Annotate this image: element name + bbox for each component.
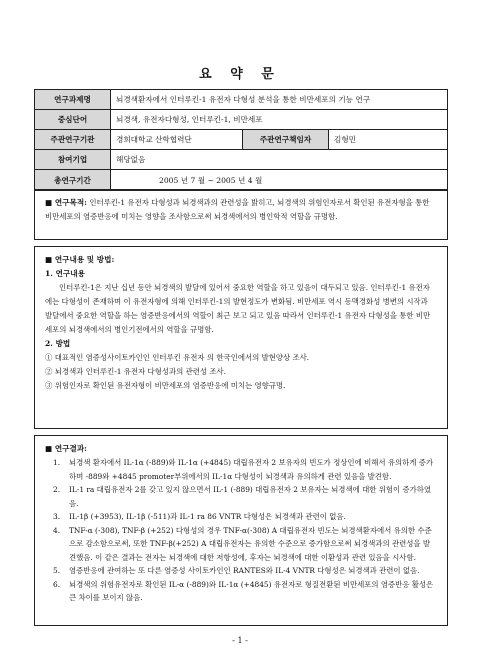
research-purpose-text: 인터루킨-1 유전자 다형성과 뇌경색과의 관련성을 밝히고, 뇌경색의 위험인자로서 확인된 유전자형을 통한 비만세포의 염증반응에 미치는 영향을 조사함으로써 뇌경색에서의 병인학적 역할을 규명함. (45, 198, 430, 221)
lead-org-label: 주관연구기관 (35, 130, 111, 150)
research-period-label: 총연구기간 (35, 170, 111, 191)
research-results-box (34, 435, 448, 626)
result-number: 3. (53, 512, 61, 521)
method-item: ① 대표적인 염증성사이토카인인 인터루킨 유전자 의 한국인에서의 발현양상 조사. (45, 353, 310, 362)
result-number: 1. (53, 458, 61, 467)
result-number: 6. (53, 579, 61, 589)
research-content-heading: ■ 연구내용 및 방법: (45, 255, 115, 264)
result-number: 2. (53, 485, 61, 494)
project-info-table (34, 89, 448, 191)
result-number: 5. (53, 566, 61, 575)
result-item (45, 524, 437, 565)
result-item (45, 564, 437, 578)
keywords-label: 중심단어 (35, 110, 111, 130)
partner-company-label: 참여기업 (35, 150, 111, 170)
result-item (45, 456, 437, 483)
result-text: IL-1 ra 대립유전자 2를 갖고 있지 않으면서 IL-1 (-889) 대립유전자 2 보유자는 뇌경색에 대한 위험이 증가하였음. (69, 485, 432, 508)
principal-investigator-value: 김형민 (329, 130, 448, 150)
result-item (45, 510, 437, 524)
method-item: ③ 위험인자로 확인된 유전자형이 비만세포의 염증반응에 미치는 영향규명. (45, 381, 286, 390)
result-item (45, 483, 437, 510)
partner-company-value: 해당없음 (111, 150, 448, 170)
research-purpose-paragraph (45, 196, 437, 224)
research-results-heading: ■ 연구결과: (45, 444, 87, 453)
research-method-subheading: 2. 방법 (45, 339, 71, 348)
result-text: TNF-α (-308), TNF-β (+252) 다형성의 경우 TNF-α(-308) A 대립유전자 빈도는 뇌경색환자에서 유의한 수준으로 감소함으로써, 또한 TNF-β(+252) A 대립유전자는 유의한 수준으로 증가함으로써 뇌경색과의 관련성을 발견했음. 이 같은 결과는 전자는 뇌경색에 대한 저항성에, 후자는 뇌경색에 대한 이환성과 관련 있음을 시사함. (69, 525, 432, 562)
research-content-paragraph: 인터루킨-1은 지난 십년 동안 뇌경색의 발달에 있어서 중요한 역할을 하고 있음이 대두되고 있음. 인터루킨-1 유전자에는 다형성이 존재하며 이 유전자형에 의해 인터루킨-1의 발현정도가 변화됨. 비만세포 역시 동맥경화성 병변의 시작과 발달에서 중요한 역할을 하는 염증반응에서의 역할이 최근 보고 되고 있음 따라서 인터루킨-1 유전자 다형성을 통한 비만세포의 뇌경색에서의 병인기전에서의 역할을 규명함. (45, 283, 431, 334)
result-item (45, 578, 437, 605)
result-text: 뇌경색의 위험유전자로 확인된 IL-α (-889)와 IL-1α (+4845) 유전자로 형질전환된 비만세포의 염증반응 활성은 큰 차이를 보이지 않음. (69, 579, 434, 602)
principal-investigator-label: 주관연구책임자 (243, 130, 329, 150)
research-purpose-box (34, 189, 448, 240)
research-content-subheading: 1. 연구내용 (45, 269, 85, 278)
result-number: 4. (53, 525, 61, 535)
project-name-label: 연구과제명 (35, 90, 111, 110)
summary-title: 요 약 문 (199, 67, 281, 82)
lead-org-value: 경희대학교 산학협력단 (111, 130, 243, 150)
page-number: - 1 - (232, 636, 248, 645)
keywords-value: 뇌경색, 유전자다형성, 인터루킨-1, 비만세포 (111, 110, 448, 130)
research-period-value: 2005 년 7 월 ~ 2005 년 4 월 (111, 170, 448, 191)
research-purpose-heading: ■ 연구목적: (45, 198, 87, 207)
research-content-box (34, 246, 448, 429)
method-item: ② 뇌경색과 인터루킨-1 유전자 다형성과의 관련성 조사. (45, 367, 226, 376)
result-text: 뇌경색 환자에서 IL-1α (-889)와 IL-1α (+4845) 대립유전자 2 보유자의 빈도가 정상인에 비해서 유의하게 증가하며 -889와 +4845 promoter부위에서의 IL-1α 다형성이 뇌경색과 유의하게 관련 있음을 발견함. (69, 458, 434, 481)
result-text: IL-1β (+3953), IL-1β (-511)과 IL-1 ra 86 VNTR 다형성은 뇌경색과 관련이 없음. (69, 512, 346, 521)
project-name-value: 뇌경색환자에서 인터루킨-1 유전자 다형성 분석을 통한 비만세포의 기능 연구 (111, 90, 448, 110)
result-text: 염증반응에 관여하는 또 다른 염증성 사이토카인인 RANTES와 IL-4 VNTR 다형성은 뇌경색과 관련이 없음. (69, 566, 420, 575)
